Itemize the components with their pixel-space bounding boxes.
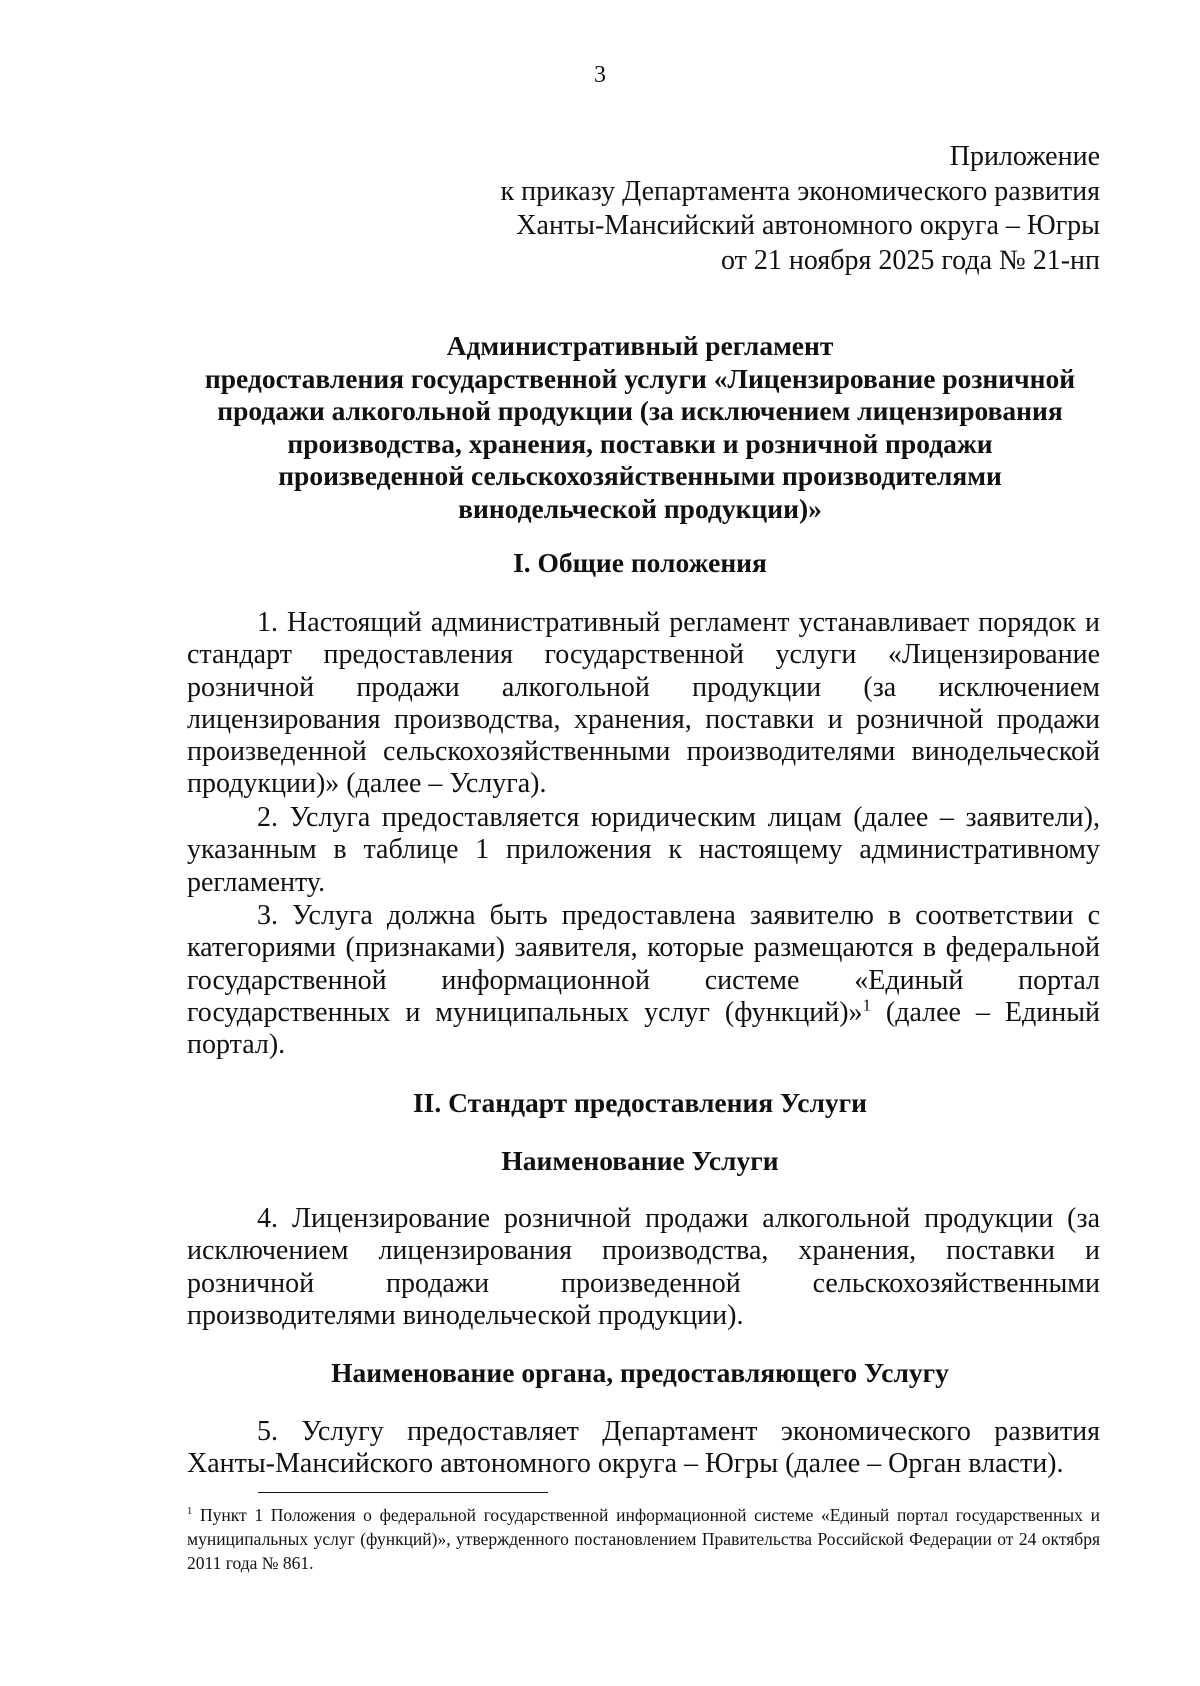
title-line: производства, хранения, поставки и розничной продажи (287, 427, 993, 459)
appendix-line: Приложение (949, 141, 1100, 172)
footnote-text: Пункт 1 Положения о федеральной государственной информационной системе «Единый портал государственных и муниципальных услуг (функций)», утвержденного постановлением Правительства Российской Федерации от 24 октября 2011 года № 861. (187, 1505, 1100, 1573)
subsection-heading: Наименование органа, предоставляющего Услугу (331, 1357, 949, 1388)
subsection-heading: Наименование Услуги (501, 1145, 779, 1176)
footnote-reference: 1 (862, 995, 871, 1015)
title-line: винодельческой продукции)» (458, 492, 822, 524)
title-line: Административный регламент (446, 330, 834, 361)
paragraph-4: 4. Лицензирование розничной продажи алкогольной продукции (за исключением лицензирования производства, хранения, поставки и розничной продажи произведенной сельскохозяйственными производителями винодельческой продукции). (187, 1203, 1100, 1331)
paragraph-2: 2. Услуга предоставляется юридическим лицам (далее – заявители), указанным в таблице 1 приложения к настоящему административному регламенту. (187, 802, 1100, 898)
document-title (180, 330, 1100, 525)
title-line: произведенной сельскохозяйственными производителями (278, 460, 1002, 491)
footnote-divider (258, 1492, 548, 1493)
appendix-line: Ханты-Мансийский автономного округа – Югры (516, 210, 1100, 241)
section-heading: I. Общие положения (513, 547, 767, 578)
footnote-marker: 1 (187, 1506, 193, 1518)
appendix-block (400, 140, 1100, 278)
appendix-line: к приказу Департамента экономического развития (500, 175, 1100, 207)
paragraph-1: 1. Настоящий административный регламент устанавливает порядок и стандарт предоставления государственной услуги «Лицензирование розничной продажи алкогольной продукции (за исключением лицензирования производства, хранения, поставки и розничной продажи произведенной сельскохозяйственными производителями винодельческой продукции)» (далее – Услуга). (187, 607, 1100, 800)
section-heading: II. Стандарт предоставления Услуги (412, 1087, 867, 1118)
paragraph-5: 5. Услугу предоставляет Департамент экономического развития Ханты-Мансийского автономного округа – Югры (далее – Орган власти). (187, 1416, 1100, 1480)
title-line: предоставления государственной услуги «Лицензирование розничной (204, 362, 1076, 394)
page-number: 3 (594, 62, 606, 88)
appendix-line: от 21 ноября 2025 года № 21-нп (721, 244, 1100, 276)
title-line: продажи алкогольной продукции (за исключением лицензирования (217, 395, 1063, 426)
paragraph-3-text: 3. Услуга должна быть предоставлена заявителю в соответствии с категориями (признаками) заявителя, которые размещаются в федеральной государственной информационной системе «Единый портал государственных и муниципальных услуг (функций)» (187, 900, 1100, 1028)
footnote (187, 1503, 1100, 1575)
paragraph-3-tail: (далее – Единый портал). (187, 996, 1100, 1061)
paragraph-3 (187, 900, 1100, 1061)
